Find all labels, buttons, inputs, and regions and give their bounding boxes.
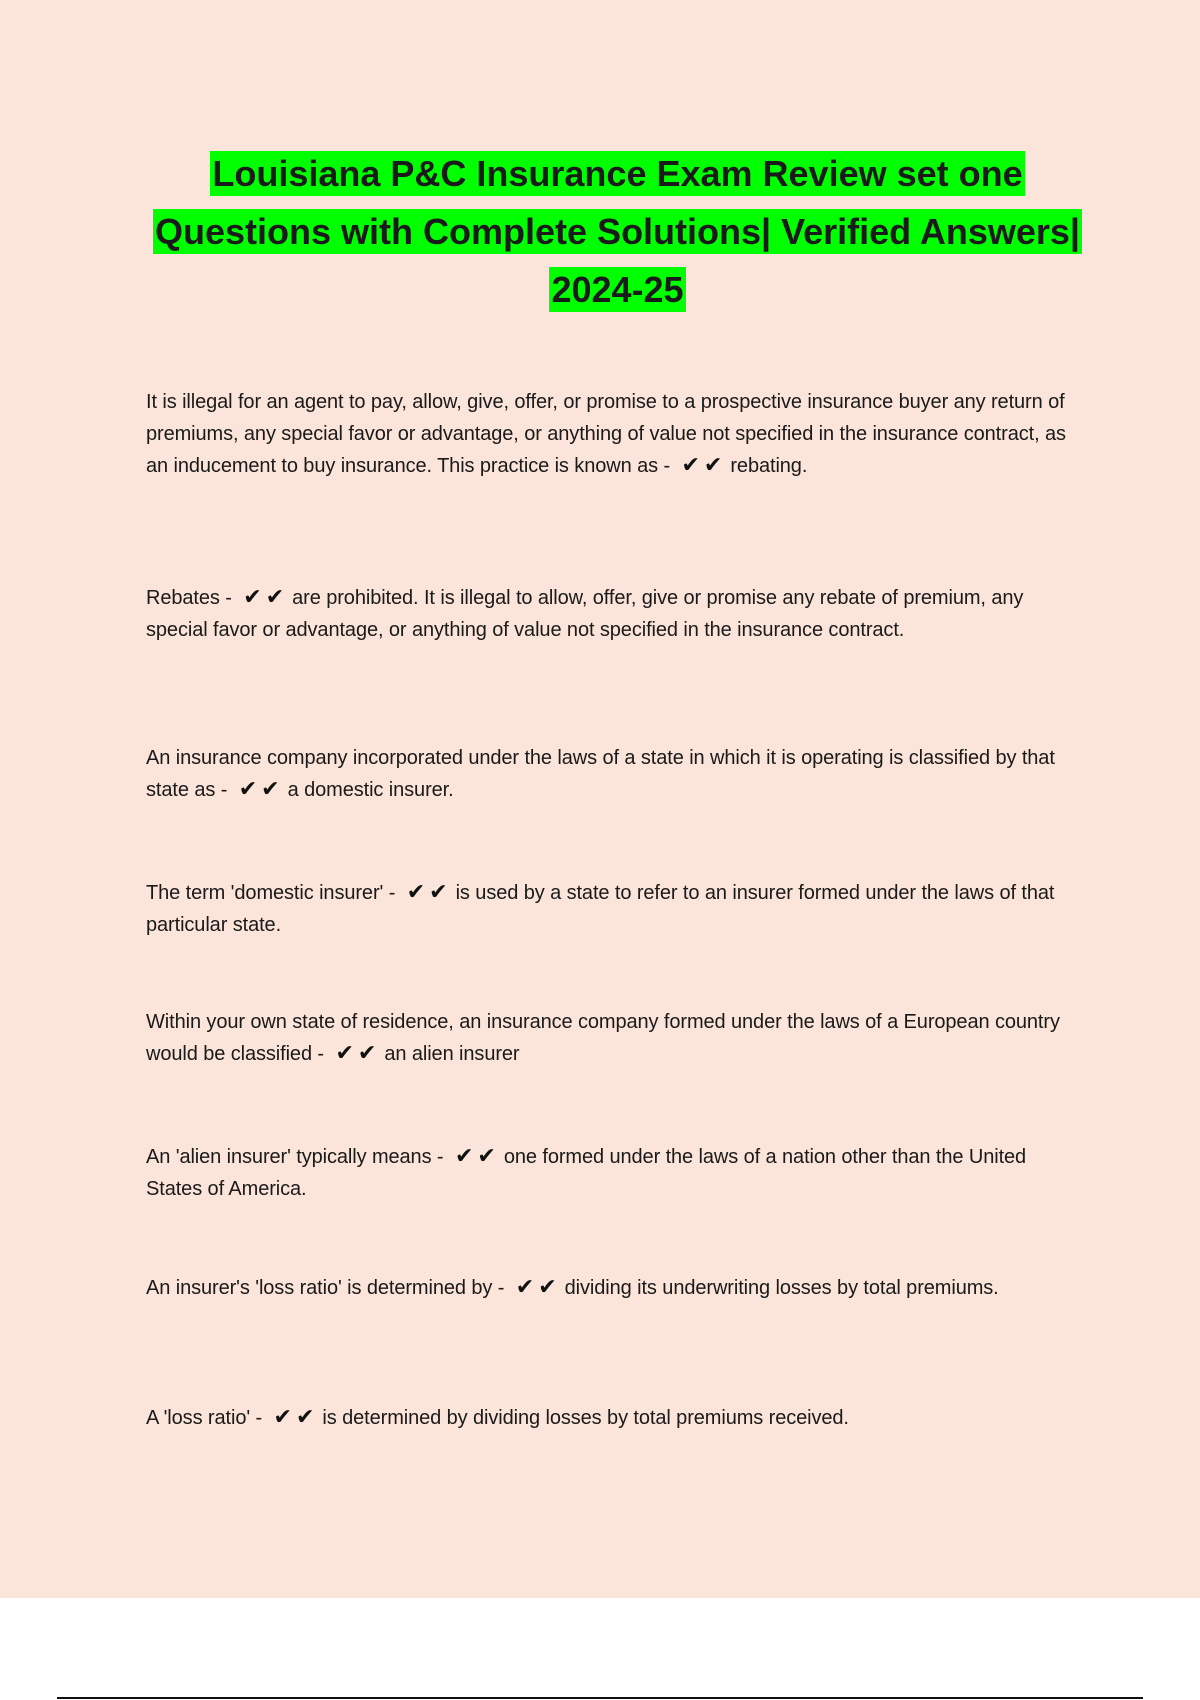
question-text: An 'alien insurer' typically means -: [146, 1146, 444, 1168]
double-check-icon: ✔✔: [273, 1405, 319, 1430]
document-title: [150, 145, 1085, 319]
question-text: Rebates -: [146, 587, 232, 609]
answer-text: rebating.: [730, 455, 808, 477]
answer-text: a domestic insurer.: [287, 779, 454, 801]
qa-item-1: [146, 386, 1086, 482]
qa-item-8: [146, 1402, 1086, 1434]
question-text: It is illegal for an agent to pay, allow, give, offer, or promise to a prospective insurance buyer any return of premiums, any special favor or advantage, or anything of value not specified in the insurance contract, as an inducement to buy insurance. This practice is known as -: [146, 391, 1066, 477]
answer-text: is used by a state to refer to an insurer formed under the laws of that particular state.: [146, 882, 1055, 936]
footer-divider: [57, 1697, 1143, 1699]
double-check-icon: ✔✔: [515, 1275, 561, 1300]
qa-item-4: [146, 877, 1086, 941]
answer-text: one formed under the laws of a nation other than the United States of America.: [146, 1146, 1027, 1200]
qa-item-3: [146, 742, 1086, 806]
qa-item-2: [146, 582, 1086, 646]
question-text: An insurer's 'loss ratio' is determined by -: [146, 1277, 505, 1299]
qa-item-7: [146, 1272, 1086, 1304]
qa-item-5: [146, 1006, 1086, 1070]
double-check-icon: ✔✔: [406, 880, 452, 905]
answer-text: is determined by dividing losses by total premiums received.: [322, 1407, 849, 1429]
double-check-icon: ✔✔: [454, 1144, 500, 1169]
answer-text: an alien insurer: [384, 1043, 520, 1065]
question-text: Within your own state of residence, an insurance company formed under the laws of a European country would be classified -: [146, 1011, 1060, 1065]
double-check-icon: ✔✔: [681, 453, 727, 478]
answer-text: dividing its underwriting losses by total premiums.: [564, 1277, 999, 1299]
question-text: The term 'domestic insurer' -: [146, 882, 396, 904]
question-text: A 'loss ratio' -: [146, 1407, 263, 1429]
qa-item-6: [146, 1141, 1086, 1205]
question-text: An insurance company incorporated under the laws of a state in which it is operating is classified by that state as -: [146, 747, 1055, 801]
title-highlight: Louisiana P&C Insurance Exam Review set one Questions with Complete Solutions| Verified Answers| 2024-25: [155, 153, 1080, 310]
double-check-icon: ✔✔: [243, 585, 289, 610]
double-check-icon: ✔✔: [238, 777, 284, 802]
answer-text: are prohibited. It is illegal to allow, offer, give or promise any rebate of premium, any special favor or advantage, or anything of value not specified in the insurance contract.: [146, 587, 1024, 641]
double-check-icon: ✔✔: [335, 1041, 381, 1066]
